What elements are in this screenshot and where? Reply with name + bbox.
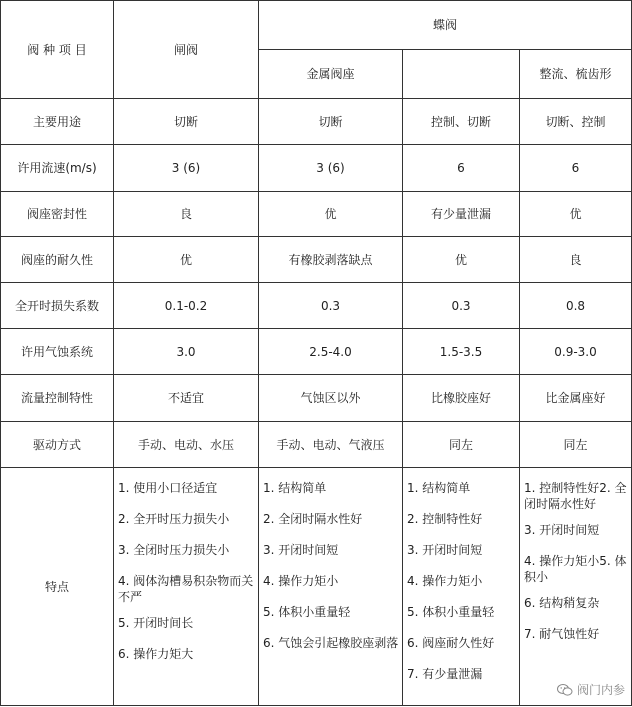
table-cell: 切断、控制 [520, 99, 632, 145]
blank-features [403, 468, 520, 706]
table-row [1, 145, 632, 192]
table-cell: 比金属座好 [520, 375, 632, 422]
features-row [1, 468, 632, 706]
feature-item: 4. 操作力矩小5. 体积小 [524, 554, 627, 584]
table-cell: 有少量泄漏 [403, 192, 520, 237]
feature-item: 5. 开闭时间长 [118, 616, 194, 630]
feature-item: 3. 全闭时压力损失小 [118, 543, 230, 557]
row-label: 主要用途 [1, 99, 114, 145]
table-cell: 0.3 [259, 283, 403, 329]
table-cell: 有橡胶剥落缺点 [259, 237, 403, 283]
feature-item: 6. 操作力矩大 [118, 647, 194, 661]
feature-item: 2. 控制特性好 [407, 512, 483, 526]
table-cell: 3 (6) [259, 145, 403, 192]
butterfly-valve-header: 蝶阀 [259, 1, 632, 50]
feature-item: 7. 有少量泄漏 [407, 667, 483, 681]
row-label: 流量控制特性 [1, 375, 114, 422]
table-row [1, 329, 632, 375]
feature-item: 2. 全开时压力损失小 [118, 512, 230, 526]
table-row [1, 99, 632, 145]
table-cell: 切断 [114, 99, 259, 145]
wechat-icon [557, 683, 573, 697]
table-cell: 良 [520, 237, 632, 283]
feature-item: 5. 体积小重量轻 [407, 605, 495, 619]
table-cell: 控制、切断 [403, 99, 520, 145]
gate-features [114, 468, 259, 706]
feature-item: 1. 使用小口径适宜 [118, 481, 218, 495]
table-cell: 6 [520, 145, 632, 192]
row-label: 许用流速(m/s) [1, 145, 114, 192]
row-label: 特点 [1, 468, 114, 706]
table-cell: 优 [520, 192, 632, 237]
feature-item: 1. 控制特性好2. 全闭时隔水性好 [524, 481, 627, 511]
table-row [1, 375, 632, 422]
feature-item: 6. 结构稍复杂 [524, 596, 600, 610]
table-cell: 0.3 [403, 283, 520, 329]
feature-item: 7. 耐气蚀性好 [524, 627, 600, 641]
feature-item: 4. 操作力矩小 [407, 574, 483, 588]
row-label: 驱动方式 [1, 422, 114, 468]
table-cell: 比橡胶座好 [403, 375, 520, 422]
feature-item: 6. 气蚀会引起橡胶座剥落 [263, 636, 399, 650]
metal-seat-header: 金属阀座 [259, 50, 403, 99]
table-cell: 0.9-3.0 [520, 329, 632, 375]
table-cell: 不适宜 [114, 375, 259, 422]
table-row [1, 422, 632, 468]
table-cell: 0.1-0.2 [114, 283, 259, 329]
table-cell: 气蚀区以外 [259, 375, 403, 422]
table-cell: 良 [114, 192, 259, 237]
row-label: 许用气蚀系统 [1, 329, 114, 375]
feature-item: 1. 结构简单 [407, 481, 471, 495]
rectifier-header: 整流、梳齿形 [520, 50, 632, 99]
watermark [554, 680, 628, 699]
table-row [1, 283, 632, 329]
table-cell: 同左 [520, 422, 632, 468]
table-cell: 切断 [259, 99, 403, 145]
feature-item: 1. 结构简单 [263, 481, 327, 495]
feature-item: 5. 体积小重量轻 [263, 605, 351, 619]
table-cell: 6 [403, 145, 520, 192]
feature-item: 4. 阀体沟槽易积杂物而关不严 [118, 574, 254, 604]
table-cell: 优 [259, 192, 403, 237]
table-cell: 优 [114, 237, 259, 283]
table-cell: 手动、电动、水压 [114, 422, 259, 468]
feature-item: 3. 开闭时间短 [407, 543, 483, 557]
feature-item: 4. 操作力矩小 [263, 574, 339, 588]
feature-item: 6. 阀座耐久性好 [407, 636, 495, 650]
watermark-text: 阀门内参 [576, 683, 625, 697]
metal-seat-features [259, 468, 403, 706]
corner-header: 阀 种 项 目 [1, 1, 114, 99]
gate-valve-header: 闸阀 [114, 1, 259, 99]
table-cell: 优 [403, 237, 520, 283]
table-cell: 1.5-3.5 [403, 329, 520, 375]
table-cell: 2.5-4.0 [259, 329, 403, 375]
feature-item: 3. 开闭时间短 [263, 543, 339, 557]
feature-item: 3. 开闭时间短 [524, 523, 600, 537]
row-label: 阀座密封性 [1, 192, 114, 237]
feature-item: 2. 全闭时隔水性好 [263, 512, 363, 526]
table-cell: 3 (6) [114, 145, 259, 192]
table-cell: 手动、电动、气液压 [259, 422, 403, 468]
table-row [1, 192, 632, 237]
table-cell: 0.8 [520, 283, 632, 329]
table-row [1, 237, 632, 283]
row-label: 全开时损失系数 [1, 283, 114, 329]
rectifier-features [520, 468, 632, 706]
table-cell: 3.0 [114, 329, 259, 375]
table-cell: 同左 [403, 422, 520, 468]
blank-subheader [403, 50, 520, 99]
row-label: 阀座的耐久性 [1, 237, 114, 283]
